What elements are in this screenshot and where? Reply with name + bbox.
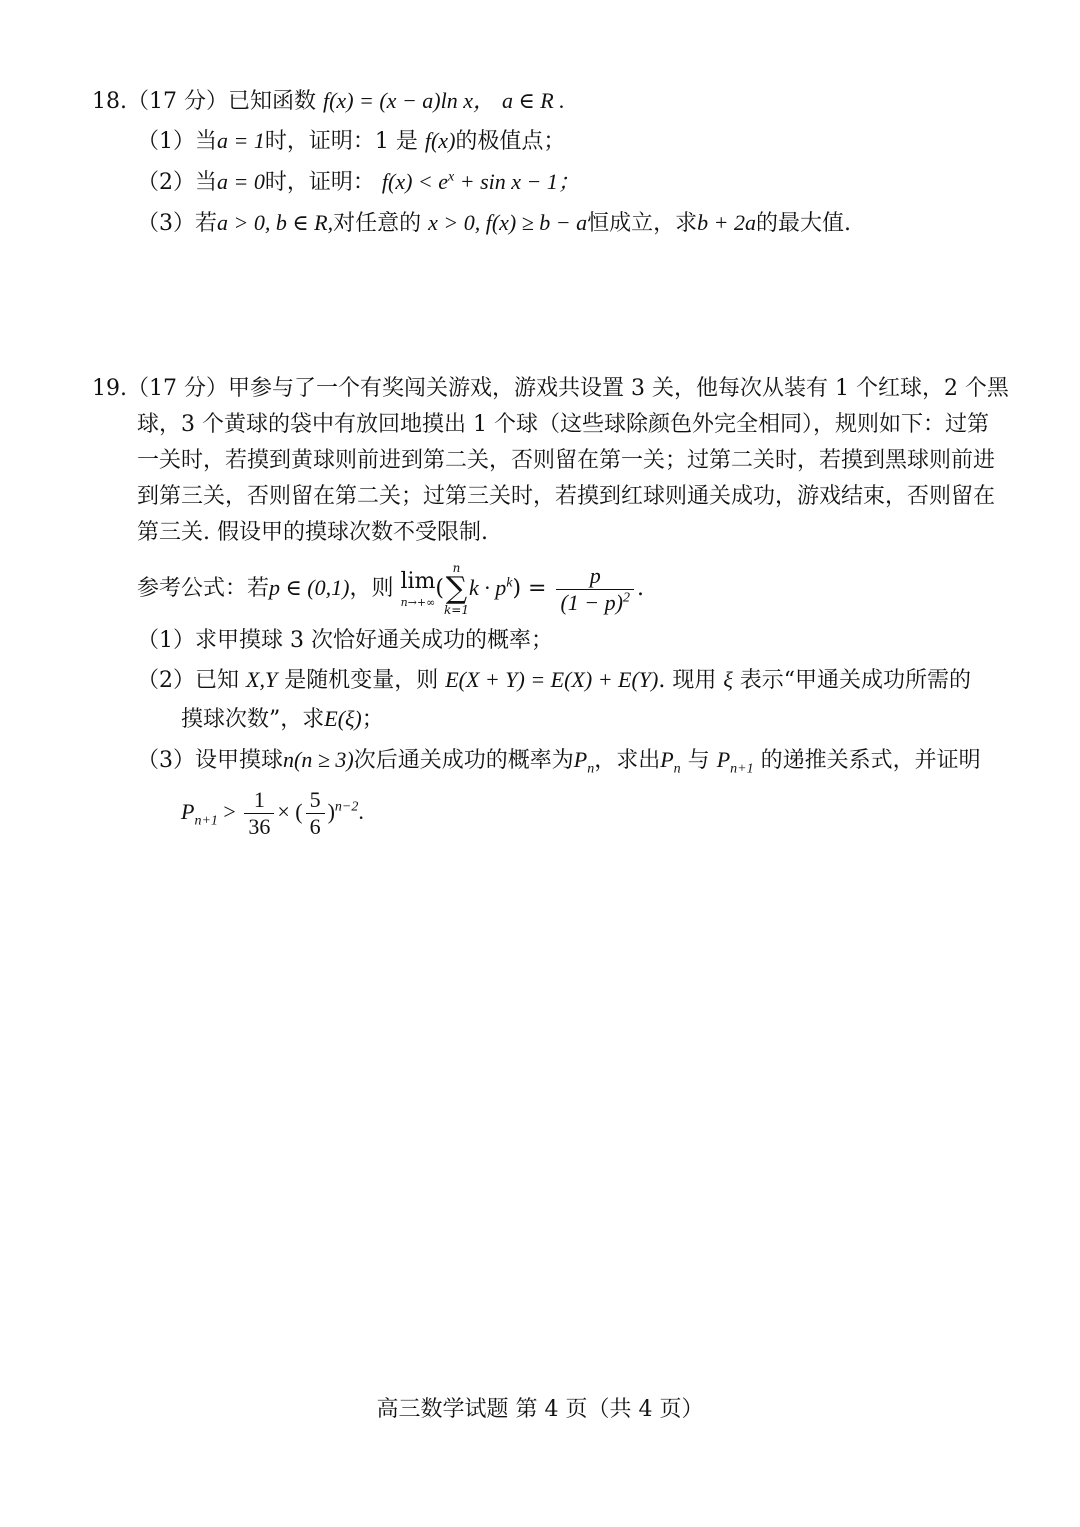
q18-function: f(x) = (x − a)ln x，: [322, 88, 495, 113]
q18-part3: （3）若a > 0, b ∈ R,对任意的 x > 0, f(x) ≥ b − a恒成立，求b + 2a的最大值.: [137, 210, 852, 236]
q19-line4: 到第三关，否则留在第二关；过第三关时，若摸到红球则通关成功，游戏结束，否则留在: [137, 484, 996, 509]
fraction-one-over-36: $\frac{1}{36}$: [244, 787, 274, 840]
q19-part3-inequality: $P_{n+1}$ > $\frac{1}{36}$ × ( $\frac{5}{6}$ )$^{n-2}$.: [181, 787, 364, 840]
q19-part1: （1）求甲摸球 3 次恰好通关成功的概率；: [137, 628, 553, 653]
q18-part2: （2）当a = 0时，证明： $f(x) < e^x + \sin x - 1$；: [137, 169, 580, 195]
q18-domain: a ∈ R .: [502, 88, 565, 113]
q19-part2-cont: 摸球次数”，求E(ξ)；: [181, 706, 384, 732]
q18-head: 18.（17 分）已知函数 f(x) = (x − a)ln x， a ∈ R .: [92, 88, 565, 114]
q19-part3: （3）设甲摸球n(n ≥ 3)次后通关成功的概率为$P_n$，求出$P_n$ 与 $P_{n+1}$ 的递推关系式，并证明: [137, 747, 981, 777]
limit-operator: lim n→+∞: [400, 568, 436, 609]
reference-fraction: $\frac{p}{(1 - p)^2}$: [556, 563, 634, 616]
q19-line3: 一关时，若摸到黄球则前进到第二关，否则留在第一关；过第二关时，若摸到黑球则前进: [137, 448, 996, 473]
q19-line5: 第三关. 假设甲的摸球次数不受限制.: [137, 520, 488, 545]
q19-reference-formula: 参考公式：若p ∈ (0,1)，则 lim n→+∞ ( n ∑ k=1 $k \cdot p^k$) = $\frac{p}{(1 - p)^2}$ .: [137, 561, 644, 617]
q18-part1: （1）当a = 1时，证明：1 是 f(x)的极值点；: [137, 128, 566, 154]
q19-part2: （2）已知 X,Y 是随机变量，则 E(X + Y) = E(X) + E(Y). 现用 ξ 表示“甲通关成功所需的: [137, 667, 972, 693]
sum-operator: n ∑ k=1: [444, 561, 469, 617]
q19-line1: 19.（17 分）甲参与了一个有奖闯关游戏，游戏共设置 3 关，他每次从装有 1 个红球，2 个黑: [92, 376, 1009, 401]
q19-line2: 球，3 个黄球的袋中有放回地摸出 1 个球（这些球除颜色外完全相同），规则如下：过第: [137, 412, 989, 437]
page-footer: 高三数学试题 第 4 页（共 4 页）: [376, 1397, 704, 1422]
fraction-five-over-six: $\frac{5}{6}$: [306, 787, 325, 840]
